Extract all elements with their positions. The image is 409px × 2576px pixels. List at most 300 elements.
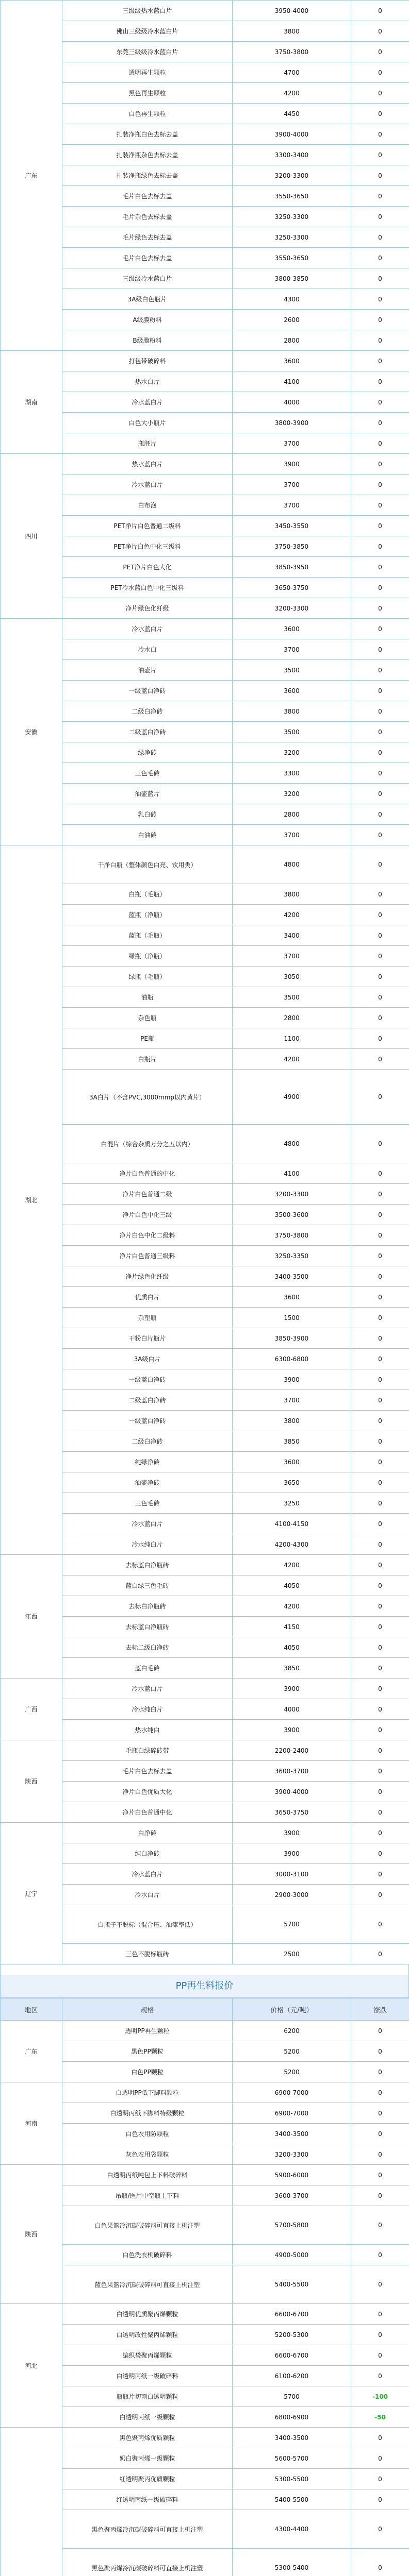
price-cell: 3300: [233, 763, 351, 784]
change-cell: 0: [351, 1637, 409, 1658]
price-cell: 3550-3650: [233, 248, 351, 268]
spec-cell: 冷水蓝白片: [62, 619, 233, 639]
table-row: [1, 2304, 409, 2325]
change-cell: 0: [351, 701, 409, 722]
change-cell: 0: [351, 1534, 409, 1555]
change-cell: 0: [351, 2245, 409, 2265]
price-cell: 4000: [233, 392, 351, 413]
spec-cell: 二级蓝白净砖: [62, 722, 233, 742]
spec-cell: 油壶蓝片: [62, 784, 233, 804]
price-cell: 3500: [233, 660, 351, 681]
price-cell: 3850: [233, 1658, 351, 1679]
price-cell: 5200: [233, 2041, 351, 2062]
change-cell: 0: [351, 578, 409, 598]
price-cell: 3900: [233, 454, 351, 474]
change-cell: 0: [351, 2489, 409, 2510]
price-cell: 3400-3500: [233, 1266, 351, 1287]
spec-cell: 红透明聚丙优质颗粒: [62, 2469, 233, 2489]
change-cell: 0: [351, 925, 409, 946]
price-cell: 5600-5700: [233, 2448, 351, 2469]
price-cell: 3500: [233, 722, 351, 742]
price-cell: 3250-3300: [233, 207, 351, 227]
spec-cell: 瓶胚片: [62, 433, 233, 454]
spec-cell: 净片白色普通二级: [62, 1184, 233, 1205]
price-cell: 3650-3750: [233, 578, 351, 598]
header-price: 价格（元/吨）: [233, 1998, 351, 2021]
table-row: [1, 1555, 409, 1575]
change-cell: 0: [351, 2041, 409, 2062]
spec-cell: 编织袋聚丙烯颗粒: [62, 2345, 233, 2366]
price-cell: 5300-5400: [233, 2549, 351, 2576]
change-cell: 0: [351, 946, 409, 967]
price-cell: 3550-3650: [233, 186, 351, 207]
header-change: 涨跌: [351, 1998, 409, 2021]
price-cell: 3900: [233, 1843, 351, 1864]
change-cell: 0: [351, 413, 409, 433]
price-cell: 5400-5500: [233, 2265, 351, 2304]
spec-cell: 绿瓶（毛瓶）: [62, 967, 233, 987]
price-cell: 2800: [233, 1008, 351, 1028]
spec-cell: 冷水蓝白片: [62, 474, 233, 495]
spec-cell: 佛山三级级冷水蓝白片: [62, 21, 233, 42]
spec-cell: 瓶瓶片切割白透明颗粒: [62, 2386, 233, 2407]
spec-cell: 吊瓶/医用中空瓶上下料: [62, 2185, 233, 2206]
spec-cell: 白瓶（毛瓶）: [62, 884, 233, 905]
change-cell: 0: [351, 310, 409, 330]
price-cell: 2200-2400: [233, 1740, 351, 1761]
change-cell: 0: [351, 454, 409, 474]
change-cell: 0: [351, 1472, 409, 1493]
price-cell: 5700: [233, 1905, 351, 1944]
price-cell: 3850-3900: [233, 1328, 351, 1349]
change-cell: 0: [351, 763, 409, 784]
price-cell: 2800: [233, 330, 351, 351]
spec-cell: 油壶片: [62, 660, 233, 681]
price-cell: 2900-3000: [233, 1885, 351, 1905]
change-cell: 0: [351, 1205, 409, 1225]
change-cell: 0: [351, 1885, 409, 1905]
table-row: [1, 845, 409, 884]
spec-cell: 透明PP再生颗粒: [62, 2021, 233, 2041]
change-cell: 0: [351, 536, 409, 557]
spec-cell: 热水纯白: [62, 1720, 233, 1740]
change-cell: 0: [351, 248, 409, 268]
region-cell: 湖北: [1, 845, 62, 1555]
price-cell: 5200-5300: [233, 2325, 351, 2345]
spec-cell: PE瓶: [62, 1028, 233, 1049]
spec-cell: 白透明PP低下脚料颗粒: [62, 2082, 233, 2103]
spec-cell: 白透明丙纸一级颗粒: [62, 2407, 233, 2428]
pp-section-title: PP再生料报价: [0, 1975, 409, 1998]
price-cell: 3700: [233, 474, 351, 495]
spec-cell: 黑色PP颗粒: [62, 2041, 233, 2062]
spec-cell: 冷水白片: [62, 1885, 233, 1905]
change-cell: 0: [351, 433, 409, 454]
change-cell: 0: [351, 2021, 409, 2041]
change-cell: 0: [351, 1823, 409, 1843]
spec-cell: 透明再生颗粒: [62, 62, 233, 83]
spec-cell: 黑色聚丙烯冷沉碳破碎料可直接上机注塑: [62, 2510, 233, 2549]
change-cell: 0: [351, 660, 409, 681]
price-cell: 3600: [233, 1452, 351, 1472]
spec-cell: 毛片白色去标去盖: [62, 1761, 233, 1782]
spec-cell: 白透明丙纸一级破碎料: [62, 2366, 233, 2386]
price-cell: 3750-3800: [233, 42, 351, 62]
table-header-row: [1, 1998, 409, 2021]
spec-cell: 蓝瓶（毛瓶）: [62, 925, 233, 946]
price-cell: 3850: [233, 1431, 351, 1452]
change-cell: 0: [351, 2206, 409, 2245]
price-cell: 6200: [233, 2021, 351, 2041]
spec-cell: 灰色农用袋颗粒: [62, 2144, 233, 2165]
spec-cell: 干粉白片瓶片: [62, 1328, 233, 1349]
change-cell: 0: [351, 2103, 409, 2124]
price-cell: 6900-7000: [233, 2082, 351, 2103]
change-cell: 0: [351, 2082, 409, 2103]
price-cell: 4200-4300: [233, 1534, 351, 1555]
change-cell: 0: [351, 639, 409, 660]
spec-cell: A级膜粉料: [62, 310, 233, 330]
spec-cell: 干净白瓶（整体颜色白亮、饮用类）: [62, 845, 233, 884]
price-cell: 3800: [233, 884, 351, 905]
spec-cell: 一级蓝白净砖: [62, 681, 233, 701]
change-cell: 0: [351, 784, 409, 804]
change-cell: 0: [351, 619, 409, 639]
price-cell: 3950-4000: [233, 1, 351, 21]
change-cell: 0: [351, 42, 409, 62]
table-row: [1, 619, 409, 639]
price-cell: 4700: [233, 62, 351, 83]
spec-cell: B级膜粉料: [62, 330, 233, 351]
spec-cell: 优质白片: [62, 1287, 233, 1308]
spec-cell: 净片白色中化二级料: [62, 1225, 233, 1246]
spec-cell: 黑色再生颗粒: [62, 83, 233, 104]
price-cell: 3900: [233, 1720, 351, 1740]
change-cell: 0: [351, 83, 409, 104]
change-cell: 0: [351, 62, 409, 83]
spec-cell: 一级蓝白净砖: [62, 1411, 233, 1431]
price-cell: 3700: [233, 946, 351, 967]
change-cell: 0: [351, 845, 409, 884]
change-cell: 0: [351, 1431, 409, 1452]
change-cell: 0: [351, 1761, 409, 1782]
spec-cell: 绿瓶（净瓶）: [62, 946, 233, 967]
change-cell: 0: [351, 1070, 409, 1125]
spec-cell: 奶白聚丙烯一级颗粒: [62, 2448, 233, 2469]
change-cell: 0: [351, 1575, 409, 1596]
spec-cell: 黑色聚丙烯优质颗粒: [62, 2428, 233, 2448]
change-cell: 0: [351, 987, 409, 1008]
spec-cell: 二级白净砖: [62, 701, 233, 722]
price-cell: 4300-4400: [233, 2510, 351, 2549]
region-cell: 陕西: [1, 2165, 62, 2304]
change-cell: 0: [351, 289, 409, 310]
change-cell: 0: [351, 1246, 409, 1266]
change-cell: 0: [351, 330, 409, 351]
spec-cell: 纯绿净砖: [62, 1452, 233, 1472]
spec-cell: 去标蓝白净瓶砖: [62, 1555, 233, 1575]
change-cell: 0: [351, 2366, 409, 2386]
price-cell: 4000: [233, 1699, 351, 1720]
change-cell: 0: [351, 1658, 409, 1679]
change-cell: 0: [351, 1864, 409, 1885]
spec-cell: 白透明改性聚丙烯颗粒: [62, 2325, 233, 2345]
price-cell: 3850-3950: [233, 557, 351, 578]
table-row: [1, 2082, 409, 2103]
change-cell: 0: [351, 1163, 409, 1184]
change-cell: 0: [351, 1411, 409, 1431]
change-cell: 0: [351, 1349, 409, 1369]
price-cell: 4150: [233, 1617, 351, 1637]
price-cell: 3250: [233, 1493, 351, 1514]
spec-cell: 去标白净瓶砖: [62, 1596, 233, 1617]
change-cell: 0: [351, 2469, 409, 2489]
price-cell: 3900: [233, 1823, 351, 1843]
price-cell: 4900-5000: [233, 2245, 351, 2265]
spec-cell: 白瓶片: [62, 1049, 233, 1070]
price-cell: 3200-3300: [233, 1184, 351, 1205]
price-cell: 6900-7000: [233, 2103, 351, 2124]
spec-cell: 蓝瓶（净瓶）: [62, 905, 233, 925]
change-cell: 0: [351, 268, 409, 289]
change-cell: 0: [351, 1184, 409, 1205]
change-cell: 0: [351, 2124, 409, 2144]
spec-cell: 冷水蓝白片: [62, 1864, 233, 1885]
price-cell: 1100: [233, 1028, 351, 1049]
price-cell: 6600-6700: [233, 2345, 351, 2366]
spec-cell: 毛片绿色去标去盖: [62, 227, 233, 248]
change-cell: 0: [351, 2549, 409, 2576]
change-cell: 0: [351, 1699, 409, 1720]
spec-cell: 白色PP颗粒: [62, 2062, 233, 2082]
spec-cell: 油壶净砖: [62, 1472, 233, 1493]
spec-cell: 三级级冷水蓝白片: [62, 268, 233, 289]
table-row: [1, 1740, 409, 1761]
region-cell: 河南: [1, 2082, 62, 2165]
change-cell: 0: [351, 1452, 409, 1472]
spec-cell: 净片白色中化三级: [62, 1205, 233, 1225]
spec-cell: 白色洗衣机破碎料: [62, 2245, 233, 2265]
price-cell: 5700-5800: [233, 2206, 351, 2245]
price-cell: 3200-3300: [233, 598, 351, 619]
region-cell: 广西: [1, 1679, 62, 1740]
price-cell: 3900: [233, 1679, 351, 1699]
change-cell: 0: [351, 474, 409, 495]
price-cell: 3800-3900: [233, 413, 351, 433]
change-cell: 0: [351, 825, 409, 845]
table-row: [1, 1, 409, 21]
spec-cell: 白净砖: [62, 1823, 233, 1843]
spec-cell: 白透明丙纸下脚料特级颗粒: [62, 2103, 233, 2124]
price-cell: 2800: [233, 804, 351, 825]
price-cell: 4200: [233, 83, 351, 104]
change-cell: 0: [351, 1740, 409, 1761]
change-cell: 0: [351, 2448, 409, 2469]
spec-cell: PET净片白色普通二级料: [62, 516, 233, 536]
spec-cell: 白色再生颗粒: [62, 104, 233, 124]
change-cell: 0: [351, 1266, 409, 1287]
spec-cell: 白透明丙纸吨包上下料破碎料: [62, 2165, 233, 2185]
spec-cell: 绿净砖: [62, 742, 233, 763]
price-cell: 4200: [233, 1555, 351, 1575]
change-cell: 0: [351, 186, 409, 207]
price-cell: 3400: [233, 925, 351, 946]
price-cell: 3750-3800: [233, 1225, 351, 1246]
change-cell: 0: [351, 1, 409, 21]
price-cell: 1500: [233, 1308, 351, 1328]
price-cell: 3650: [233, 1472, 351, 1493]
spec-cell: PET冷水蓝白色中化三级料: [62, 578, 233, 598]
spec-cell: 扎装净瓶绿色去标去盖: [62, 165, 233, 186]
change-cell: 0: [351, 516, 409, 536]
change-cell: 0: [351, 1125, 409, 1163]
change-cell: 0: [351, 371, 409, 392]
table-row: [1, 351, 409, 371]
price-cell: 3800: [233, 21, 351, 42]
spec-cell: 去标二级白净砖: [62, 1637, 233, 1658]
spec-cell: 冷水白: [62, 639, 233, 660]
change-cell: 0: [351, 2165, 409, 2185]
spec-cell: 净片白色优质大化: [62, 1782, 233, 1802]
spec-cell: 白瓶子不脱标（混合压、油漆率低）: [62, 1905, 233, 1944]
region-cell: 安徽: [1, 619, 62, 845]
spec-cell: 净片白色普通三级料: [62, 1246, 233, 1266]
spec-cell: 东莞三级级冷水蓝白片: [62, 42, 233, 62]
spec-cell: 毛片白色去标去盖: [62, 186, 233, 207]
spec-cell: 打包带破碎料: [62, 351, 233, 371]
spec-cell: 三色不脱标瓶砖: [62, 1944, 233, 1964]
change-cell: 0: [351, 1008, 409, 1028]
price-cell: 3600: [233, 619, 351, 639]
price-cell: 3600-3700: [233, 2185, 351, 2206]
price-cell: 3650-3750: [233, 1802, 351, 1823]
spec-cell: 白混片（综合杂质万分之五以内）: [62, 1125, 233, 1163]
price-cell: 5900-6000: [233, 2165, 351, 2185]
spec-cell: 扎装净瓶白色去标去盖: [62, 124, 233, 145]
price-cell: 4100: [233, 371, 351, 392]
spec-cell: 三色毛砖: [62, 763, 233, 784]
header-region: 地区: [1, 1998, 62, 2021]
change-cell: 0: [351, 1049, 409, 1070]
spec-cell: 净片绿色化纤级: [62, 1266, 233, 1287]
region-cell: 湖南: [1, 351, 62, 454]
price-cell: 4200: [233, 905, 351, 925]
price-cell: 3700: [233, 825, 351, 845]
spec-cell: 毛瓶白绿碎砖带: [62, 1740, 233, 1761]
price-cell: 3750-3850: [233, 536, 351, 557]
spec-cell: PET净片白色中化三级料: [62, 536, 233, 557]
price-cell: 5700: [233, 2386, 351, 2407]
spec-cell: 一级蓝白净砖: [62, 1369, 233, 1390]
price-cell: 6800-6900: [233, 2407, 351, 2428]
region-cell: 广东: [1, 1, 62, 351]
change-cell: 0: [351, 1720, 409, 1740]
change-cell: 0: [351, 2144, 409, 2165]
price-cell: 4050: [233, 1575, 351, 1596]
table-row: [1, 2165, 409, 2185]
spec-cell: 3A级白片: [62, 1349, 233, 1369]
price-cell: 3800: [233, 701, 351, 722]
table-row: [1, 454, 409, 474]
spec-cell: PET净片白色大化: [62, 557, 233, 578]
region-cell: 广东: [1, 2021, 62, 2082]
spec-cell: 蓝白绿三色毛砖: [62, 1575, 233, 1596]
price-cell: 4900: [233, 1070, 351, 1125]
change-cell: 0: [351, 227, 409, 248]
price-cell: 3000-3100: [233, 1864, 351, 1885]
spec-cell: 乳白砖: [62, 804, 233, 825]
price-cell: 3600: [233, 681, 351, 701]
spec-cell: 冷水纯白片: [62, 1534, 233, 1555]
spec-cell: 二级白净砖: [62, 1431, 233, 1452]
change-cell: 0: [351, 145, 409, 165]
change-cell: 0: [351, 1308, 409, 1328]
spec-cell: 冷水蓝白片: [62, 1514, 233, 1534]
region-cell: 河北: [1, 2304, 62, 2428]
price-cell: 6100-6200: [233, 2366, 351, 2386]
price-cell: 3300-3400: [233, 145, 351, 165]
region-cell: 陕西: [1, 1740, 62, 1823]
change-cell: 0: [351, 1802, 409, 1823]
spec-cell: 白色农用防颗粒: [62, 2124, 233, 2144]
change-cell: 0: [351, 1328, 409, 1349]
price-cell: 3250-3350: [233, 1246, 351, 1266]
price-cell: 4100-4150: [233, 1514, 351, 1534]
spec-cell: 杂塑瓶: [62, 1308, 233, 1328]
change-cell: 0: [351, 392, 409, 413]
spec-cell: 冷水蓝白片: [62, 1679, 233, 1699]
change-cell: 0: [351, 1028, 409, 1049]
spec-cell: 净片白色普通中化: [62, 1802, 233, 1823]
change-cell: 0: [351, 804, 409, 825]
change-cell: 0: [351, 104, 409, 124]
change-cell: 0: [351, 1843, 409, 1864]
price-cell: 4300: [233, 289, 351, 310]
change-cell: 0: [351, 1287, 409, 1308]
change-cell: 0: [351, 1617, 409, 1637]
change-cell: 0: [351, 598, 409, 619]
change-cell: 0: [351, 722, 409, 742]
spec-cell: 二级蓝白净砖: [62, 1390, 233, 1411]
change-cell: 0: [351, 2345, 409, 2366]
price-cell: 5300-5500: [233, 2469, 351, 2489]
change-cell: 0: [351, 21, 409, 42]
spec-cell: 白透明优质聚丙烯颗粒: [62, 2304, 233, 2325]
price-cell: 3500: [233, 987, 351, 1008]
price-cell: 3400-3500: [233, 2124, 351, 2144]
region-cell: [1, 2428, 62, 2576]
spec-cell: 白油砖: [62, 825, 233, 845]
spec-cell: 净片白色普通的中化: [62, 1163, 233, 1184]
change-cell: -50: [351, 2407, 409, 2428]
price-cell: 5200: [233, 2062, 351, 2082]
spec-cell: 蓝色果篮冷沉碳破碎料可直接上机注塑: [62, 2265, 233, 2304]
change-cell: 0: [351, 905, 409, 925]
spec-cell: 热水白片: [62, 371, 233, 392]
spec-cell: 3A白片（不含PVC,3000mmp以内黄片）: [62, 1070, 233, 1125]
change-cell: 0: [351, 681, 409, 701]
price-cell: 3600: [233, 1287, 351, 1308]
spec-cell: 扎装净瓶杂色去标去盖: [62, 145, 233, 165]
price-cell: 3450-3550: [233, 516, 351, 536]
price-cell: 3900-4000: [233, 124, 351, 145]
spec-cell: 红透明丙纸一级破碎料: [62, 2489, 233, 2510]
price-cell: 4050: [233, 1637, 351, 1658]
spec-cell: 黑色聚丙烯冷沉碳破碎料可直接上机注塑: [62, 2549, 233, 2576]
spec-cell: 三级级热水蓝白片: [62, 1, 233, 21]
spec-cell: 油瓶: [62, 987, 233, 1008]
spec-cell: 白色果篮冷沉碳破碎料可直接上机注塑: [62, 2206, 233, 2245]
